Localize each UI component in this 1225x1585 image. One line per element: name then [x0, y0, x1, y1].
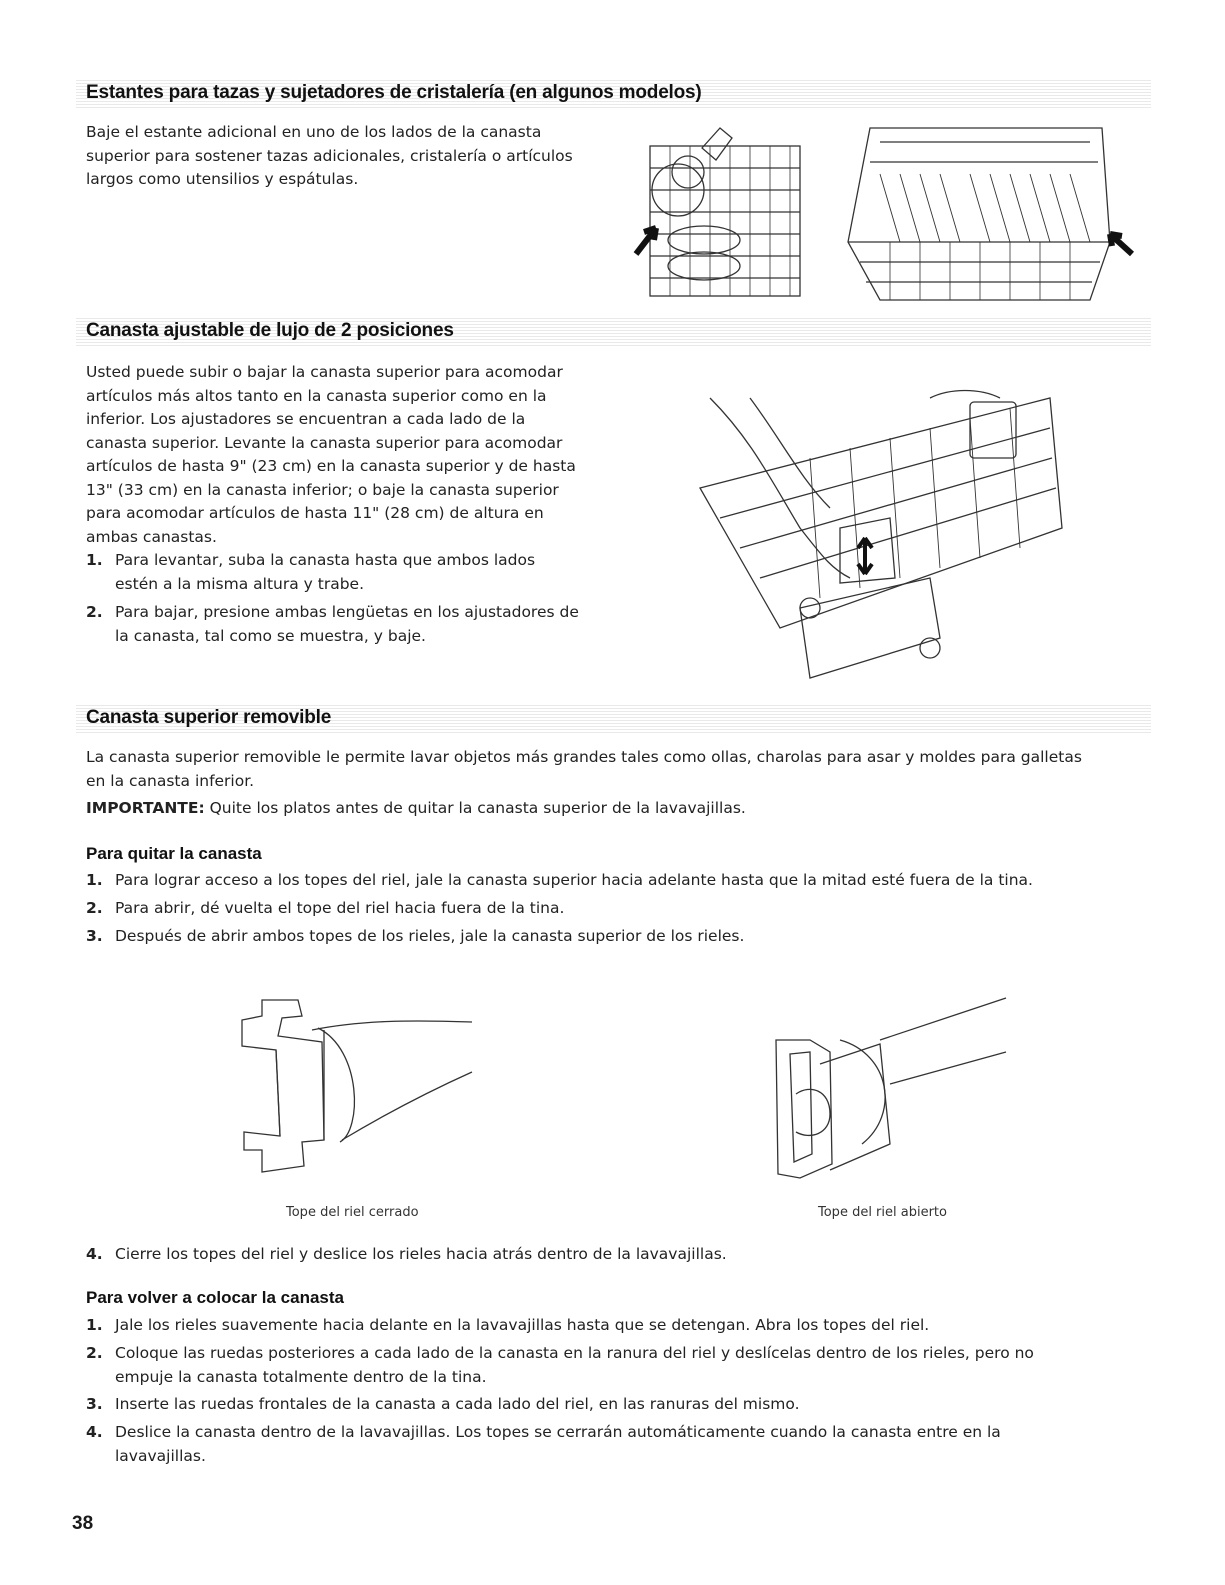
caption-rail-stop-closed: Tope del riel cerrado	[286, 1205, 419, 1220]
text-line: Inserte las ruedas frontales de la canasta a cada lado del riel, en las ranuras del mismo.	[115, 1395, 800, 1413]
text-line: Para levantar, suba la canasta hasta que ambos lados	[115, 551, 536, 569]
section1-body	[86, 121, 626, 192]
text-line: para acomodar artículos de hasta 11" (28 cm) de altura en	[86, 504, 544, 522]
text-line: artículos de hasta 9" (23 cm) en la canasta superior y de hasta	[86, 457, 576, 475]
step-number: 4.	[86, 1245, 103, 1263]
section-header-band	[76, 78, 1151, 110]
rack-adjuster-illustration	[690, 378, 1080, 696]
subheading-remove-rack: Para quitar la canasta	[86, 844, 262, 863]
text-line: lavavajillas.	[115, 1446, 206, 1465]
section-title-cup-shelves: Estantes para tazas y sujetadores de cristalería (en algunos modelos)	[86, 82, 702, 103]
list-item	[86, 601, 646, 648]
text-line: Después de abrir ambos topes de los rieles, jale la canasta superior de los rieles.	[115, 927, 745, 945]
rail-stop-closed-illustration	[232, 990, 482, 1186]
section-header-band	[76, 316, 1151, 348]
important-label: IMPORTANTE:	[86, 799, 205, 817]
list-item	[86, 1342, 1156, 1389]
list-item	[86, 869, 1156, 893]
rail-stop-open-illustration	[770, 994, 1020, 1184]
section3-body	[86, 746, 1156, 793]
text-line: Jale los rieles suavemente hacia delante en la lavavajillas hasta que se detengan. Abra los topes del riel.	[115, 1316, 930, 1334]
list-item	[86, 925, 1156, 949]
caption-rail-stop-open: Tope del riel abierto	[818, 1205, 947, 1220]
important-note	[86, 797, 1156, 821]
section-title-removable-rack: Canasta superior removible	[86, 707, 332, 728]
important-text: Quite los platos antes de quitar la canasta superior de la lavavajillas.	[204, 799, 746, 817]
step-number: 1.	[86, 551, 103, 569]
text-line: Para lograr acceso a los topes del riel, jale la canasta superior hacia adelante hasta que la mitad esté fuera de la tina.	[115, 871, 1033, 889]
list-item	[86, 1314, 1156, 1338]
list-item	[86, 549, 646, 596]
text-line: La canasta superior removible le permite lavar objetos más grandes tales como ollas, charolas para asar y moldes para galletas	[86, 748, 1082, 766]
section2-body	[86, 361, 646, 549]
step-number: 2.	[86, 899, 103, 917]
text-line: Para abrir, dé vuelta el tope del riel hacia fuera de la tina.	[115, 899, 565, 917]
step-number: 1.	[86, 871, 103, 889]
text-line: superior para sostener tazas adicionales, cristalería o artículos	[86, 146, 573, 165]
text-line: ambas canastas.	[86, 527, 217, 546]
page-number: 38	[72, 1513, 94, 1534]
text-line: empuje la canasta totalmente dentro de la tina.	[115, 1367, 487, 1386]
text-line: Cierre los topes del riel y deslice los rieles hacia atrás dentro de la lavavajillas.	[115, 1245, 727, 1263]
step-number: 1.	[86, 1316, 103, 1334]
text-line: largos como utensilios y espátulas.	[86, 170, 359, 188]
list-item	[86, 1393, 1156, 1417]
list-item	[86, 897, 1156, 921]
cup-shelf-illustration	[630, 128, 810, 304]
text-line: Usted puede subir o bajar la canasta superior para acomodar	[86, 363, 563, 381]
subheading-replace-rack: Para volver a colocar la canasta	[86, 1288, 344, 1307]
text-line: Para bajar, presione ambas lengüetas en los ajustadores de	[115, 603, 579, 621]
text-line: canasta superior. Levante la canasta superior para acomodar	[86, 433, 563, 452]
list-item	[86, 1243, 1156, 1267]
section-header-band	[76, 703, 1151, 735]
step-number: 4.	[86, 1423, 103, 1441]
text-line: inferior. Los ajustadores se encuentran a cada lado de la	[86, 410, 526, 428]
text-line: Coloque las ruedas posteriores a cada lado de la canasta en la ranura del riel y deslícelas dentro de los rieles, pero no	[115, 1344, 1034, 1362]
text-line: artículos más altos tanto en la canasta superior como en la	[86, 386, 547, 405]
upper-rack-illustration	[840, 122, 1140, 306]
step-number: 3.	[86, 927, 103, 945]
list-item	[86, 1421, 1156, 1468]
step-number: 3.	[86, 1395, 103, 1413]
text-line: Deslice la canasta dentro de la lavavajillas. Los topes se cerrarán automáticamente cuando la canasta entre en la	[115, 1423, 1001, 1441]
text-line: la canasta, tal como se muestra, y baje.	[115, 626, 426, 645]
text-line: estén a la misma altura y trabe.	[115, 574, 364, 593]
section-title-adjustable-rack: Canasta ajustable de lujo de 2 posiciones	[86, 320, 454, 341]
step-number: 2.	[86, 603, 103, 621]
text-line: en la canasta inferior.	[86, 771, 255, 790]
text-line: 13" (33 cm) en la canasta inferior; o baje la canasta superior	[86, 480, 559, 499]
text-line: Baje el estante adicional en uno de los lados de la canasta	[86, 123, 542, 141]
step-number: 2.	[86, 1344, 103, 1362]
